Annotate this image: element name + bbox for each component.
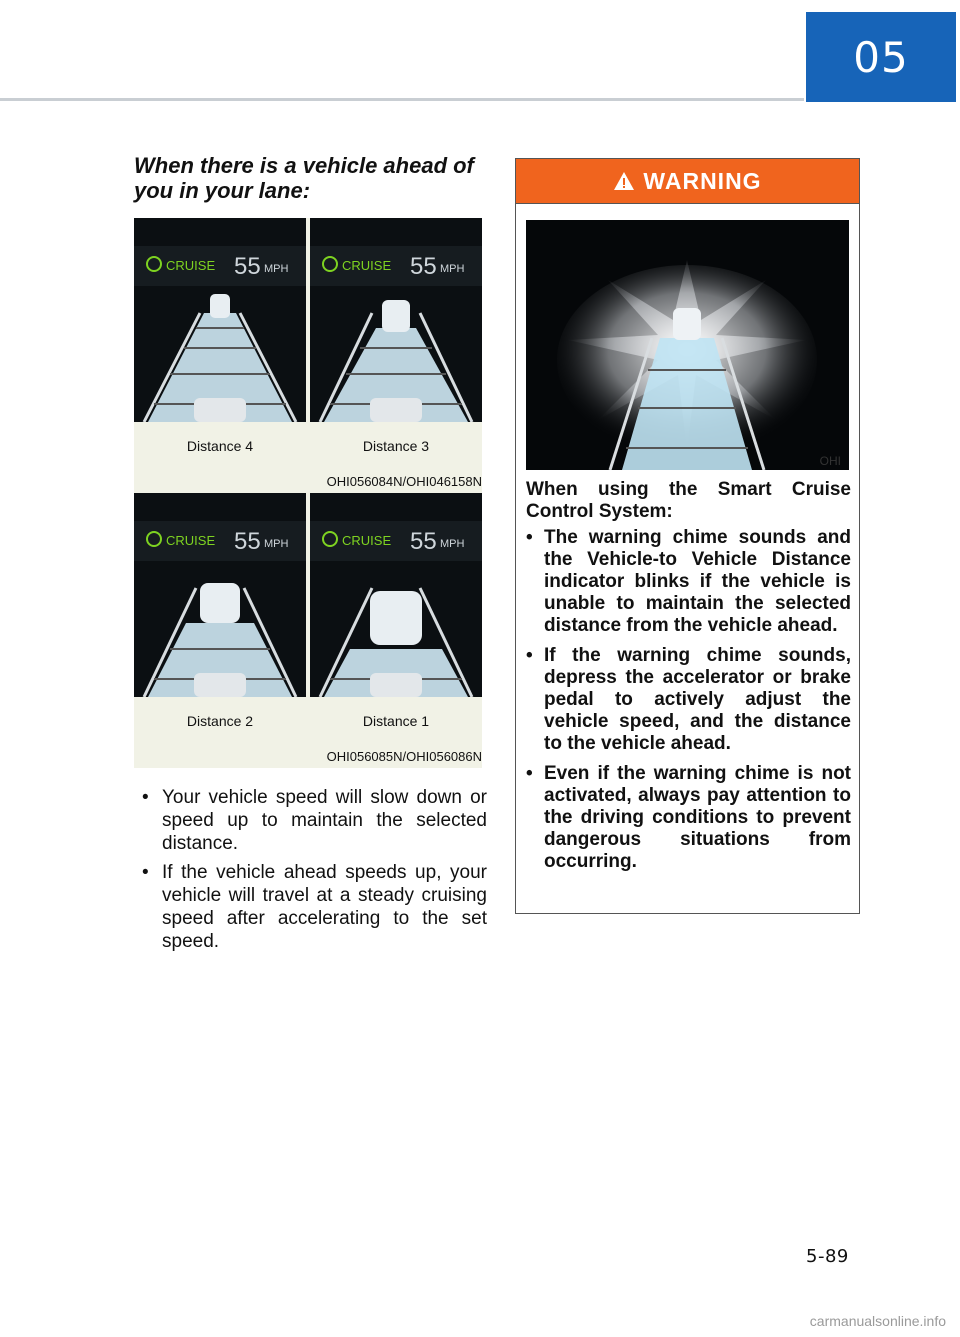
figure-code: OHI [819,454,841,468]
warning-title: WARNING [643,167,762,194]
lead-car-icon [210,294,230,318]
figure-distance-4-3 [134,218,482,495]
body-bullet-list [142,786,487,959]
section-heading: When there is a vehicle ahead of you in your lane: [134,153,474,203]
warning-illustration [526,220,849,470]
speed-value: 55 [234,528,261,555]
speed-value: 55 [234,253,261,280]
distance-label: Distance 4 [186,438,254,454]
speed-value: 55 [410,253,437,280]
list-item: • If the vehicle ahead speeds up, your vehicle will travel at a steady cruising speed after accelerating to the set speed. [142,861,487,953]
figure-code: OHI056084N/OHI046158N [326,474,482,489]
own-car-icon [194,398,246,422]
own-car-icon [194,673,246,697]
figure-code: OHI056085N/OHI056086N [326,749,482,764]
speed-unit: MPH [264,263,289,275]
lead-car-icon [673,308,701,340]
warning-triangle-icon [613,171,635,191]
distance-label: Distance 1 [362,713,430,729]
lead-car-icon [370,591,422,645]
display-panel-distance-1 [310,493,482,697]
list-item: • Even if the warning chime is not activated, always pay attention to the driving conditions to prevent dangerous situations from occurring. [526,763,851,873]
display-panel-distance-4 [134,218,306,422]
header-rule [0,98,804,101]
warning-header [516,159,859,204]
cruise-label: CRUISE [166,258,216,273]
warning-intro: When using the Smart Cruise Control System: [526,479,851,522]
display-panel-distance-2 [134,493,306,697]
speed-unit: MPH [440,538,465,550]
own-car-icon [370,398,422,422]
distance-label: Distance 2 [186,713,254,729]
cruise-label: CRUISE [342,258,392,273]
page-number: 5-89 [806,1246,849,1267]
speed-unit: MPH [440,263,465,275]
lead-car-icon [382,300,410,332]
figure-distance-2-1 [134,493,482,768]
cruise-label: CRUISE [342,533,392,548]
speed-unit: MPH [264,538,289,550]
list-item: • If the warning chime sounds, depress the accelerator or brake pedal to actively adjust the vehicle speed, and the distance to the vehicle ahead. [526,645,851,755]
distance-label: Distance 3 [362,438,430,454]
display-panel-distance-3 [310,218,482,422]
own-car-icon [370,673,422,697]
warning-box [515,158,860,914]
list-item: • The warning chime sounds and the Vehicle-to Vehicle Distance indicator blinks if the vehicle is unable to maintain the selected distance from the vehicle ahead. [526,527,851,637]
cruise-label: CRUISE [166,533,216,548]
watermark: carmanualsonline.info [809,1313,946,1329]
list-item: • Your vehicle speed will slow down or speed up to maintain the selected distance. [142,786,487,855]
warning-bullet-list [526,527,851,881]
chapter-tab: 05 [806,12,956,102]
speed-value: 55 [410,528,437,555]
lead-car-icon [200,583,240,623]
